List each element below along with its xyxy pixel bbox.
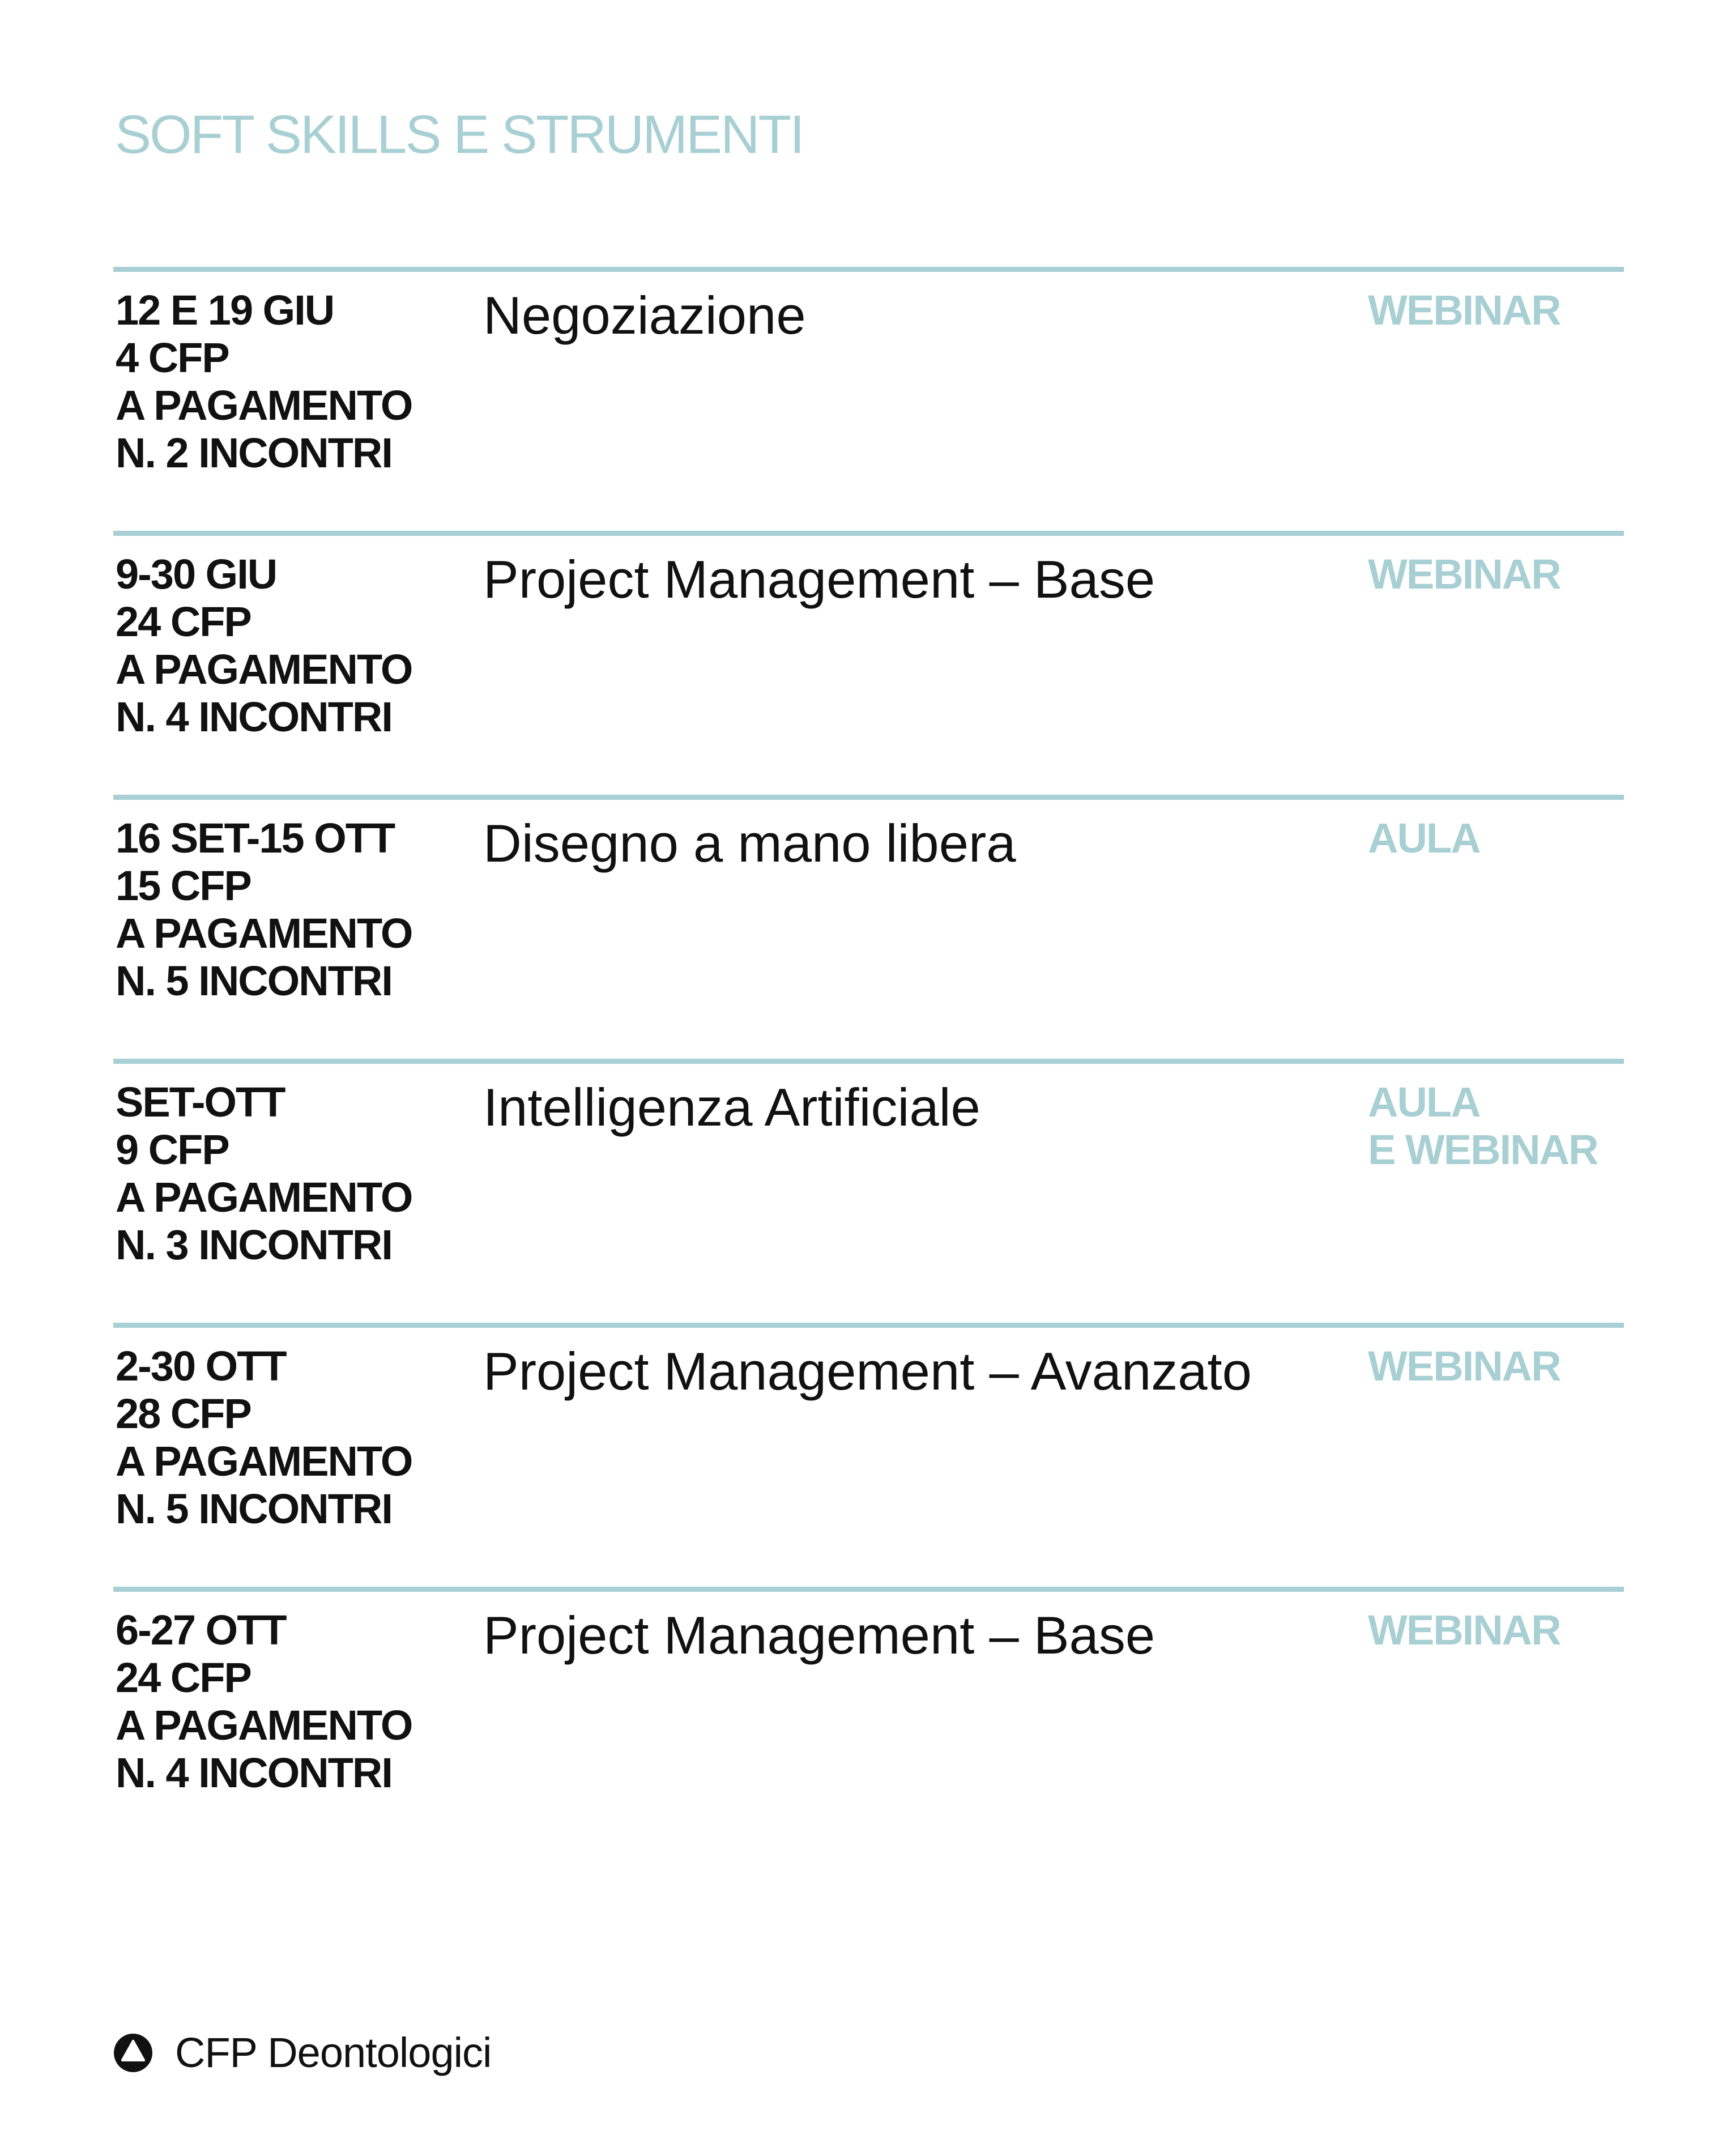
course-cfp: 9 CFP xyxy=(116,1126,229,1173)
course-meta xyxy=(116,815,478,1005)
course-price: A PAGAMENTO xyxy=(116,1438,412,1485)
course-cfp: 4 CFP xyxy=(116,334,229,381)
course-list xyxy=(113,267,1624,1851)
course-date: 12 E 19 GIU xyxy=(116,287,334,334)
page-title: SOFT SKILLS E STRUMENTI xyxy=(115,104,803,165)
course-meta xyxy=(116,1079,478,1269)
course-sessions: N. 4 INCONTRI xyxy=(116,693,392,740)
course-meta xyxy=(116,1607,478,1797)
course-format: WEBINAR xyxy=(1368,551,1561,598)
course-sessions: N. 2 INCONTRI xyxy=(116,429,392,476)
course-row xyxy=(113,1059,1624,1323)
course-cfp: 28 CFP xyxy=(116,1390,251,1437)
course-price: A PAGAMENTO xyxy=(116,1174,412,1221)
course-date: 9-30 GIU xyxy=(116,551,277,598)
course-row xyxy=(113,531,1624,795)
course-format: WEBINAR xyxy=(1368,1343,1561,1390)
legend xyxy=(114,2029,491,2077)
course-sessions: N. 5 INCONTRI xyxy=(116,1485,392,1532)
deontological-cfp-icon xyxy=(114,2034,152,2072)
course-sessions: N. 3 INCONTRI xyxy=(116,1221,392,1268)
course-date: SET-OTT xyxy=(116,1079,285,1126)
course-date: 2-30 OTT xyxy=(116,1343,286,1390)
course-row xyxy=(113,267,1624,531)
course-title: Negoziazione xyxy=(483,286,806,345)
course-date: 6-27 OTT xyxy=(116,1607,286,1654)
course-title: Project Management – Avanzato xyxy=(483,1341,1252,1401)
course-format: AULA xyxy=(1368,815,1480,862)
course-title: Disegno a mano libera xyxy=(483,813,1016,873)
course-price: A PAGAMENTO xyxy=(116,382,412,429)
course-cfp: 24 CFP xyxy=(116,598,251,645)
course-format: WEBINAR xyxy=(1368,1607,1561,1654)
course-title: Intelligenza Artificiale xyxy=(483,1077,980,1137)
course-format: WEBINAR xyxy=(1368,287,1561,334)
course-price: A PAGAMENTO xyxy=(116,1702,412,1749)
course-row xyxy=(113,1587,1624,1851)
course-format: AULA E WEBINAR xyxy=(1368,1079,1598,1173)
course-row xyxy=(113,1323,1624,1587)
course-meta xyxy=(116,551,478,741)
course-meta xyxy=(116,287,478,477)
course-sessions: N. 5 INCONTRI xyxy=(116,957,392,1004)
course-sessions: N. 4 INCONTRI xyxy=(116,1749,392,1796)
course-date: 16 SET-15 OTT xyxy=(116,815,395,862)
course-title: Project Management – Base xyxy=(483,1605,1156,1665)
course-cfp: 24 CFP xyxy=(116,1654,251,1701)
course-price: A PAGAMENTO xyxy=(116,646,412,693)
legend-label: CFP Deontologici xyxy=(175,2029,492,2076)
course-meta xyxy=(116,1343,478,1533)
course-price: A PAGAMENTO xyxy=(116,910,412,957)
course-cfp: 15 CFP xyxy=(116,862,251,909)
course-row xyxy=(113,795,1624,1059)
course-title: Project Management – Base xyxy=(483,549,1156,609)
